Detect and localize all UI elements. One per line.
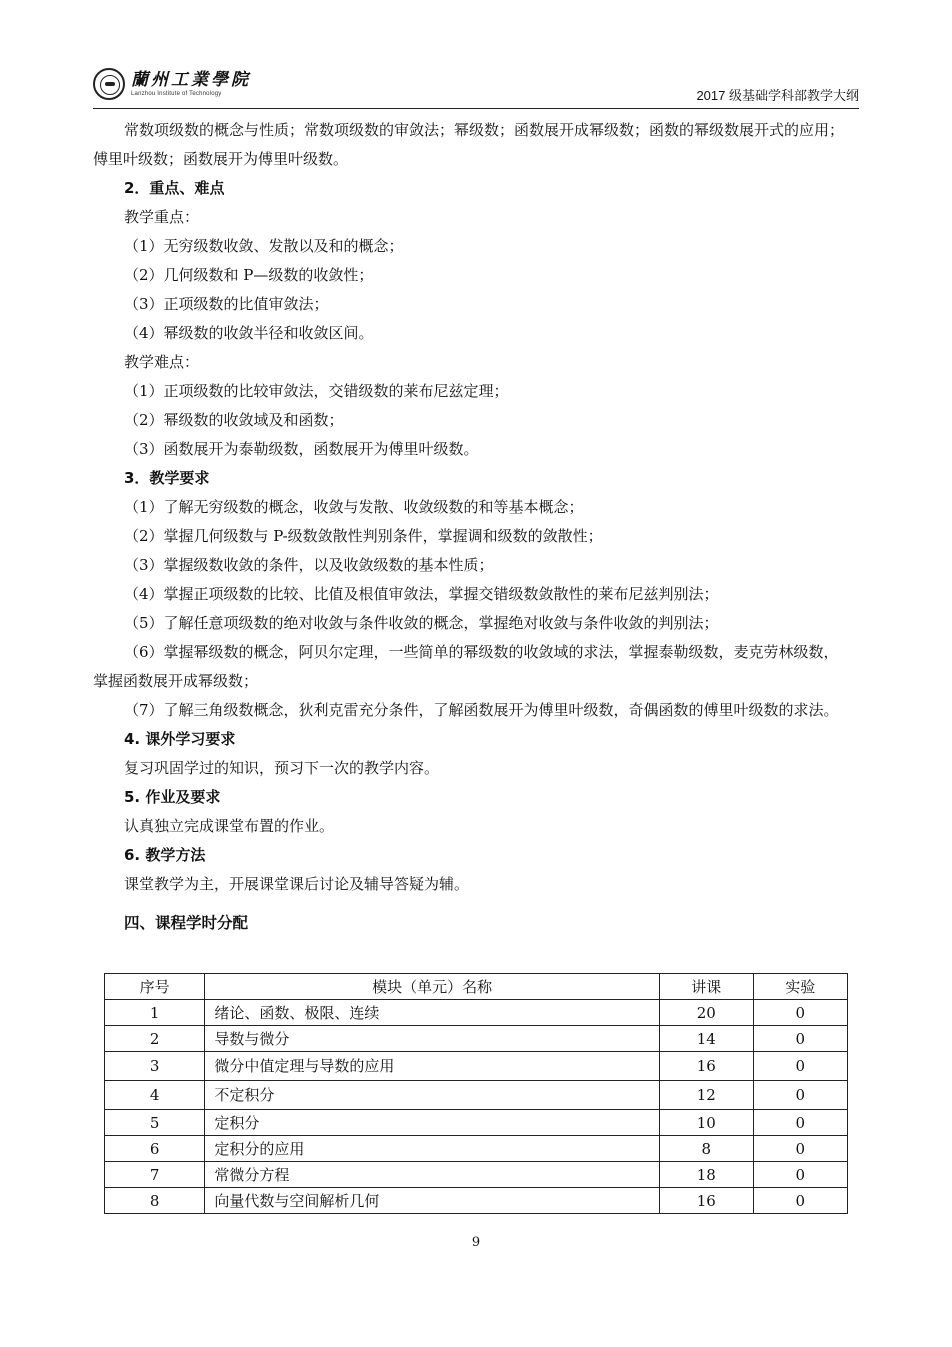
page-header bbox=[93, 62, 859, 109]
difficulty-label: 教学难点： bbox=[124, 353, 200, 371]
column-header: 模块（单元）名称 bbox=[205, 974, 660, 1000]
hours-table bbox=[104, 973, 848, 1214]
list-item: （1）无穷级数收敛、发散以及和的概念； bbox=[124, 237, 404, 255]
table-row bbox=[105, 1188, 848, 1214]
table-header-row bbox=[105, 974, 848, 1000]
column-header: 讲课 bbox=[660, 974, 754, 1000]
list-item: （3）掌握级数收敛的条件，以及收敛级数的基本性质； bbox=[124, 556, 494, 574]
table-cell: 向量代数与空间解析几何 bbox=[205, 1188, 660, 1214]
list-item: （5）了解任意项级数的绝对收敛与条件收敛的概念，掌握绝对收敛与条件收敛的判别法； bbox=[124, 614, 719, 632]
paragraph: 课堂教学为主，开展课堂课后讨论及辅导答疑为辅。 bbox=[124, 875, 470, 893]
table-cell: 0 bbox=[753, 1052, 847, 1081]
table-cell: 2 bbox=[105, 1026, 205, 1052]
list-item: （1）正项级数的比较审敛法，交错级数的莱布尼兹定理； bbox=[124, 382, 509, 400]
table-cell: 常微分方程 bbox=[205, 1162, 660, 1188]
table-cell: 8 bbox=[660, 1136, 754, 1162]
table-cell: 6 bbox=[105, 1136, 205, 1162]
table-cell: 0 bbox=[753, 1026, 847, 1052]
institution-logo bbox=[93, 68, 251, 100]
table-cell: 绪论、函数、极限、连续 bbox=[205, 1000, 660, 1026]
table-cell: 16 bbox=[660, 1188, 754, 1214]
table-row bbox=[105, 1026, 848, 1052]
table-cell: 8 bbox=[105, 1188, 205, 1214]
list-item: （4）掌握正项级数的比较、比值及根值审敛法，掌握交错级数敛散性的莱布尼兹判别法； bbox=[124, 585, 719, 603]
table-cell: 0 bbox=[753, 1188, 847, 1214]
heading-extracurricular: 4. 课外学习要求 bbox=[124, 730, 236, 748]
paragraph: 复习巩固学过的知识，预习下一次的教学内容。 bbox=[124, 759, 440, 777]
table-cell: 16 bbox=[660, 1052, 754, 1081]
table-row bbox=[105, 1052, 848, 1081]
list-item: （2）几何级数和 P—级数的收敛性； bbox=[124, 266, 374, 284]
table-row bbox=[105, 1162, 848, 1188]
seal-icon bbox=[93, 68, 125, 100]
column-header: 序号 bbox=[105, 974, 205, 1000]
logo-chinese-name: 蘭州工業學院 bbox=[131, 69, 251, 90]
table-row bbox=[105, 1136, 848, 1162]
list-item: （3）函数展开为泰勒级数，函数展开为傅里叶级数。 bbox=[124, 440, 479, 458]
heading-homework: 5. 作业及要求 bbox=[124, 788, 221, 806]
list-item: （6）掌握幂级数的概念，阿贝尔定理，一些简单的幂级数的收敛域的求法，掌握泰勒级数，麦克劳林级数，掌握函数展开成幂级数； bbox=[93, 643, 839, 690]
column-header: 实验 bbox=[753, 974, 847, 1000]
table-cell: 14 bbox=[660, 1026, 754, 1052]
heading-teaching-requirements: 3．教学要求 bbox=[124, 469, 210, 487]
paragraph: 认真独立完成课堂布置的作业。 bbox=[124, 817, 335, 835]
table-cell: 7 bbox=[105, 1162, 205, 1188]
table-row bbox=[105, 1000, 848, 1026]
table-cell: 0 bbox=[753, 1110, 847, 1136]
table-cell: 0 bbox=[753, 1000, 847, 1026]
table-cell: 0 bbox=[753, 1162, 847, 1188]
list-item: （1）了解无穷级数的概念，收敛与发散、收敛级数的和等基本概念； bbox=[124, 498, 584, 516]
table-cell: 12 bbox=[660, 1081, 754, 1110]
body-content bbox=[93, 116, 851, 938]
table-cell: 18 bbox=[660, 1162, 754, 1188]
heading-teaching-method: 6. 教学方法 bbox=[124, 846, 206, 864]
key-label: 教学重点： bbox=[124, 208, 200, 226]
table-cell: 不定积分 bbox=[205, 1081, 660, 1110]
table-cell: 10 bbox=[660, 1110, 754, 1136]
header-document-title: 2017 级基础学科部教学大纲 bbox=[696, 88, 859, 103]
list-item: （3）正项级数的比值审敛法； bbox=[124, 295, 329, 313]
list-item: （2）幂级数的收敛域及和函数； bbox=[124, 411, 344, 429]
table-cell: 导数与微分 bbox=[205, 1026, 660, 1052]
section-title-hours: 四、课程学时分配 bbox=[124, 914, 249, 932]
list-item: （4）幂级数的收敛半径和收敛区间。 bbox=[124, 324, 374, 342]
list-item: （7）了解三角级数概念，狄利克雷充分条件，了解函数展开为傅里叶级数，奇偶函数的傅里叶级数的求法。 bbox=[124, 701, 839, 719]
table-row bbox=[105, 1110, 848, 1136]
heading-key-points: 2．重点、难点 bbox=[124, 179, 225, 197]
table-cell: 定积分的应用 bbox=[205, 1136, 660, 1162]
table-cell: 微分中值定理与导数的应用 bbox=[205, 1052, 660, 1081]
table-cell: 20 bbox=[660, 1000, 754, 1026]
table-cell: 5 bbox=[105, 1110, 205, 1136]
intro-paragraph: 常数项级数的概念与性质；常数项级数的审敛法；幂级数；函数展开成幂级数；函数的幂级数展开式的应用；傅里叶级数；函数展开为傅里叶级数。 bbox=[93, 121, 845, 168]
table-cell: 4 bbox=[105, 1081, 205, 1110]
table-cell: 0 bbox=[753, 1081, 847, 1110]
table-cell: 3 bbox=[105, 1052, 205, 1081]
list-item: （2）掌握几何级数与 P-级数敛散性判别条件，掌握调和级数的敛散性； bbox=[124, 527, 603, 545]
table-cell: 定积分 bbox=[205, 1110, 660, 1136]
logo-english-name: Lanzhou Institute of Technology bbox=[131, 90, 222, 97]
table-cell: 0 bbox=[753, 1136, 847, 1162]
page-number: 9 bbox=[471, 1235, 481, 1250]
table-row bbox=[105, 1081, 848, 1110]
table-cell: 1 bbox=[105, 1000, 205, 1026]
